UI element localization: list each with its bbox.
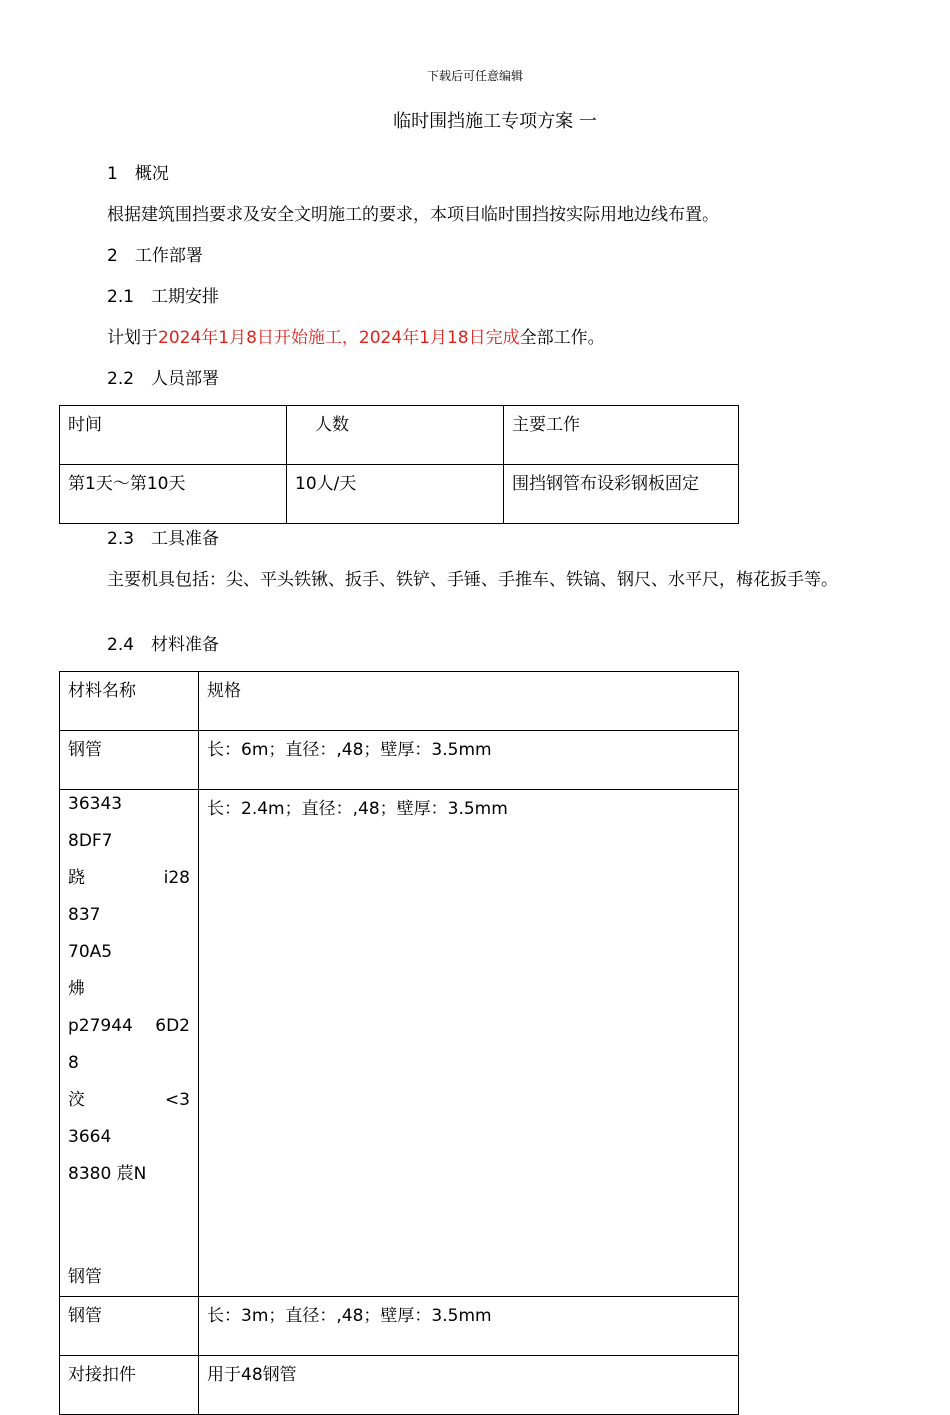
- table-row: [60, 731, 739, 790]
- garbled-line: 36343 8DF7: [68, 794, 196, 851]
- table-cell: 长：3m；直径：,48；壁厚：3.5mm: [199, 1297, 739, 1356]
- table-header-cell: 材料名称: [60, 672, 199, 731]
- table-row: [60, 790, 739, 1297]
- table-cell: 围挡钢管布设彩钢板固定: [504, 465, 739, 524]
- table-header-row: [60, 672, 739, 731]
- schedule-paragraph: [107, 327, 605, 349]
- section-2-2-heading: 2.2 人员部署: [107, 369, 220, 389]
- table-cell: 用于48钢管: [199, 1356, 739, 1415]
- section-2-3-body: 主要机具包括：尖、平头铁锹、扳手、铁铲、手锤、手推车、铁镐、钢尺、水平尺，梅花扳手等。: [107, 570, 838, 590]
- table-cell: 第1天～第10天: [60, 465, 287, 524]
- table-cell: 长：2.4m；直径：,48；壁厚：3.5mm: [199, 790, 739, 1297]
- schedule-prefix: 计划于: [107, 328, 158, 348]
- table-header-cell: 规格: [199, 672, 739, 731]
- garbled-line: 洨 <33664: [68, 1090, 190, 1147]
- table-cell: 钢管: [60, 1297, 199, 1356]
- table-cell: 钢管: [60, 731, 199, 790]
- page-title: 临时围挡施工专项方案 一: [393, 111, 597, 132]
- schedule-dates: 2024年1月8日开始施工，2024年1月18日完成: [158, 328, 520, 348]
- garbled-line: 跷 i28837: [68, 868, 190, 925]
- table-cell: 长：6m；直径：,48；壁厚：3.5mm: [199, 731, 739, 790]
- table-cell-garbled: [60, 790, 220, 1297]
- staff-table: [59, 405, 739, 524]
- table-row: [60, 1356, 739, 1415]
- table-row: [60, 1297, 739, 1356]
- garbled-line: 70A5 炥: [68, 942, 220, 999]
- section-2-4-heading: 2.4 材料准备: [107, 635, 220, 655]
- table-header-cell: 时间: [60, 406, 287, 465]
- section-2-3-heading: 2.3 工具准备: [107, 529, 220, 549]
- section-2-heading: 2 工作部署: [107, 246, 203, 266]
- material-table: [59, 671, 739, 1415]
- table-cell: 对接扣件: [60, 1356, 199, 1415]
- header-note: 下载后可任意编辑: [426, 69, 523, 83]
- schedule-suffix: 全部工作。: [519, 328, 605, 348]
- table-row: [60, 465, 739, 524]
- table-header-cell: 人数: [287, 406, 504, 465]
- section-2-1-heading: 2.1 工期安排: [107, 287, 220, 307]
- garbled-line: p27944 6D28: [68, 1016, 190, 1073]
- section-1-body: 根据建筑围挡要求及安全文明施工的要求，本项目临时围挡按实际用地边线布置。: [107, 205, 719, 225]
- section-1-heading: 1 概况: [107, 164, 169, 184]
- garbled-line: 钢管: [68, 1267, 102, 1287]
- garbled-line: 8380 莀N: [68, 1164, 147, 1184]
- table-header-cell: 主要工作: [504, 406, 739, 465]
- table-cell: 10人/天: [287, 465, 504, 524]
- table-header-row: [60, 406, 739, 465]
